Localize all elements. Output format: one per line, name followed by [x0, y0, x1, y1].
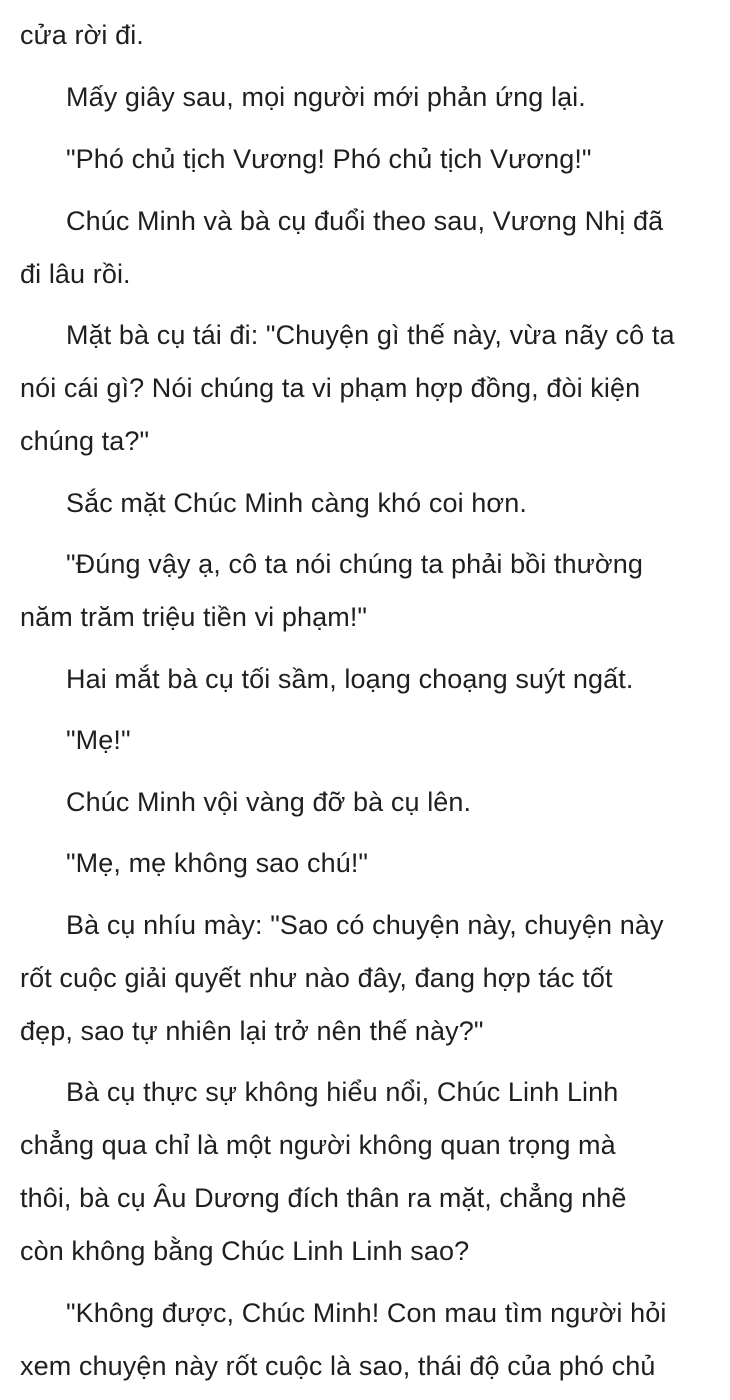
text-line: chúng ta?": [20, 426, 150, 456]
text-line: rốt cuộc giải quyết như nào đây, đang hợp tác tốt: [20, 963, 613, 993]
text-line: còn không bằng Chúc Linh Linh sao?: [20, 1236, 470, 1266]
text-line: Bà cụ thực sự không hiểu nổi, Chúc Linh Linh: [66, 1077, 619, 1107]
text-line: nói cái gì? Nói chúng ta vi phạm hợp đồng, đòi kiện: [20, 373, 641, 403]
text-line: Sắc mặt Chúc Minh càng khó coi hơn.: [66, 488, 527, 518]
text-line: đi lâu rồi.: [20, 259, 131, 289]
text-line: Bà cụ nhíu mày: "Sao có chuyện này, chuyện này: [66, 910, 664, 940]
text-line: xem chuyện này rốt cuộc là sao, thái độ của phó chủ: [20, 1351, 656, 1381]
text-line: đẹp, sao tự nhiên lại trở nên thế này?": [20, 1016, 484, 1046]
text-line: Hai mắt bà cụ tối sầm, loạng choạng suýt ngất.: [66, 664, 634, 694]
text-line: cửa rời đi.: [20, 20, 144, 50]
text-line: Chúc Minh vội vàng đỡ bà cụ lên.: [66, 787, 472, 817]
text-line: chẳng qua chỉ là một người không quan trọng mà: [20, 1130, 616, 1160]
text-line: "Phó chủ tịch Vương! Phó chủ tịch Vương!": [66, 144, 592, 174]
text-line: "Mẹ, mẹ không sao chú!": [66, 848, 369, 878]
text-line: Mấy giây sau, mọi người mới phản ứng lại.: [66, 82, 586, 112]
text-line: thôi, bà cụ Âu Dương đích thân ra mặt, chẳng nhẽ: [20, 1183, 627, 1213]
text-line: "Mẹ!": [66, 725, 131, 755]
text-line: Mặt bà cụ tái đi: "Chuyện gì thế này, vừa nãy cô ta: [66, 320, 675, 350]
text-line: năm trăm triệu tiền vi phạm!": [20, 602, 368, 632]
text-line: "Không được, Chúc Minh! Con mau tìm người hỏi: [66, 1298, 667, 1328]
text-line: Chúc Minh và bà cụ đuổi theo sau, Vương Nhị đã: [66, 206, 664, 236]
text-line: "Đúng vậy ạ, cô ta nói chúng ta phải bồi thường: [66, 549, 643, 579]
